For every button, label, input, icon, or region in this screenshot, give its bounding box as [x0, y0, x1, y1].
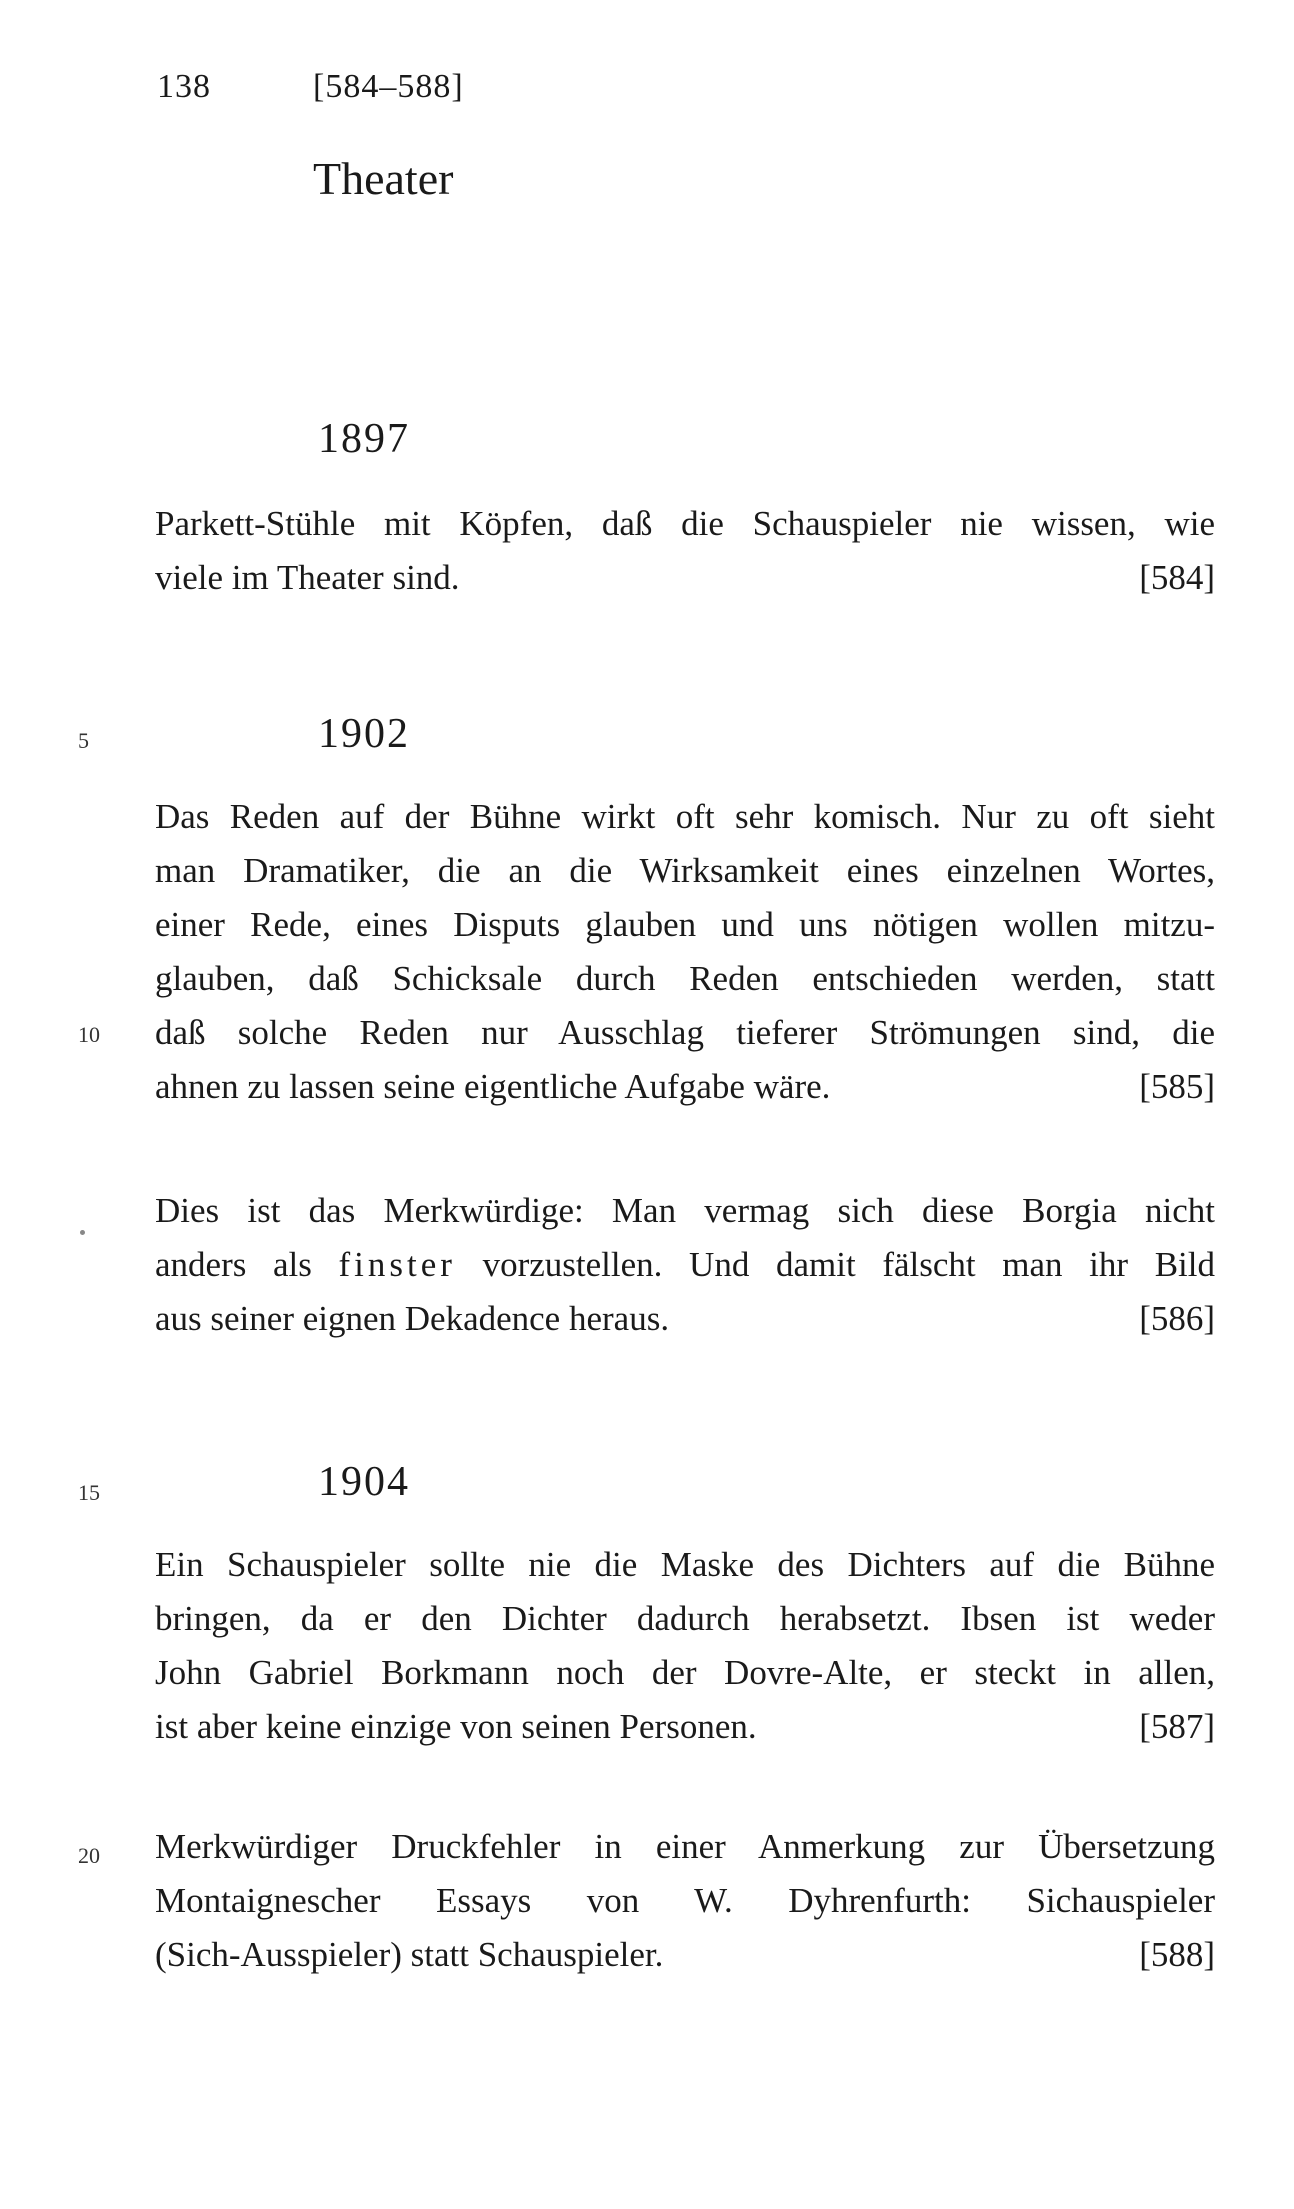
text-line — [155, 1292, 1215, 1346]
line-number: 15 — [78, 1480, 100, 1505]
line-number: 10 — [78, 1022, 100, 1047]
entry-587 — [155, 1538, 1215, 1754]
text-line: Das Reden auf der Bühne wirkt oft sehr komisch. Nur zu oft sieht — [155, 797, 1215, 836]
entry-reference: [585] — [1139, 1067, 1215, 1106]
text-line — [155, 1238, 1215, 1292]
text-line: glauben, daß Schicksale durch Reden entschieden werden, statt — [155, 959, 1215, 998]
text-line: Parkett-Stühle mit Köpfen, daß die Schauspieler nie wissen, wie — [155, 504, 1215, 543]
spaced-emphasis: finster — [338, 1245, 456, 1284]
entry-reference: [588] — [1139, 1935, 1215, 1974]
entry-586 — [155, 1184, 1215, 1346]
text-line: Ein Schauspieler sollte nie die Maske des Dichters auf die Bühne — [155, 1545, 1215, 1584]
text-line — [155, 551, 1215, 605]
text-fragment: anders als — [155, 1245, 312, 1284]
entry-reference: [587] — [1139, 1707, 1215, 1746]
page-number: 138 — [157, 68, 211, 105]
text-line: John Gabriel Borkmann noch der Dovre-Alte, er steckt in allen, — [155, 1653, 1215, 1692]
line-number: 5 — [78, 728, 89, 753]
text-fragment: vorzustellen. Und damit fälscht man ihr Bild — [482, 1245, 1216, 1284]
chapter-title: Theater — [313, 153, 454, 204]
entry-584 — [155, 497, 1215, 605]
entry-588 — [155, 1820, 1215, 1982]
section-year: 1897 — [318, 416, 410, 462]
text-line-content: ahnen zu lassen seine eigentliche Aufgabe wäre. — [155, 1067, 831, 1106]
text-line-content: aus seiner eignen Dekadence heraus. — [155, 1299, 670, 1338]
text-line-content: viele im Theater sind. — [155, 558, 460, 597]
section-year: 1902 — [318, 711, 410, 757]
text-line: einer Rede, eines Disputs glauben und uns nötigen wollen mitzu- — [155, 905, 1215, 944]
text-line: Montaignescher Essays von W. Dyhrenfurth: Sichauspieler — [155, 1881, 1215, 1920]
line-number: 20 — [78, 1843, 100, 1868]
text-line — [155, 1060, 1215, 1114]
text-line — [155, 1700, 1215, 1754]
text-line — [155, 1928, 1215, 1982]
text-line-content: (Sich-Ausspieler) statt Schauspieler. — [155, 1935, 664, 1974]
entry-reference: [584] — [1139, 558, 1215, 597]
text-line: Merkwürdiger Druckfehler in einer Anmerkung zur Übersetzung — [155, 1827, 1215, 1866]
text-line: daß solche Reden nur Ausschlag tieferer Strömungen sind, die — [155, 1013, 1215, 1052]
entry-585 — [155, 790, 1215, 1114]
entry-reference: [586] — [1139, 1299, 1215, 1338]
margin-dot — [80, 1230, 85, 1235]
section-year: 1904 — [318, 1459, 410, 1505]
text-line: bringen, da er den Dichter dadurch herabsetzt. Ibsen ist weder — [155, 1599, 1215, 1638]
entry-range: [584–588] — [313, 68, 464, 105]
text-line-content: ist aber keine einzige von seinen Personen. — [155, 1707, 757, 1746]
text-line: Dies ist das Merkwürdige: Man vermag sich diese Borgia nicht — [155, 1191, 1215, 1230]
text-line: man Dramatiker, die an die Wirksamkeit eines einzelnen Wortes, — [155, 851, 1215, 890]
